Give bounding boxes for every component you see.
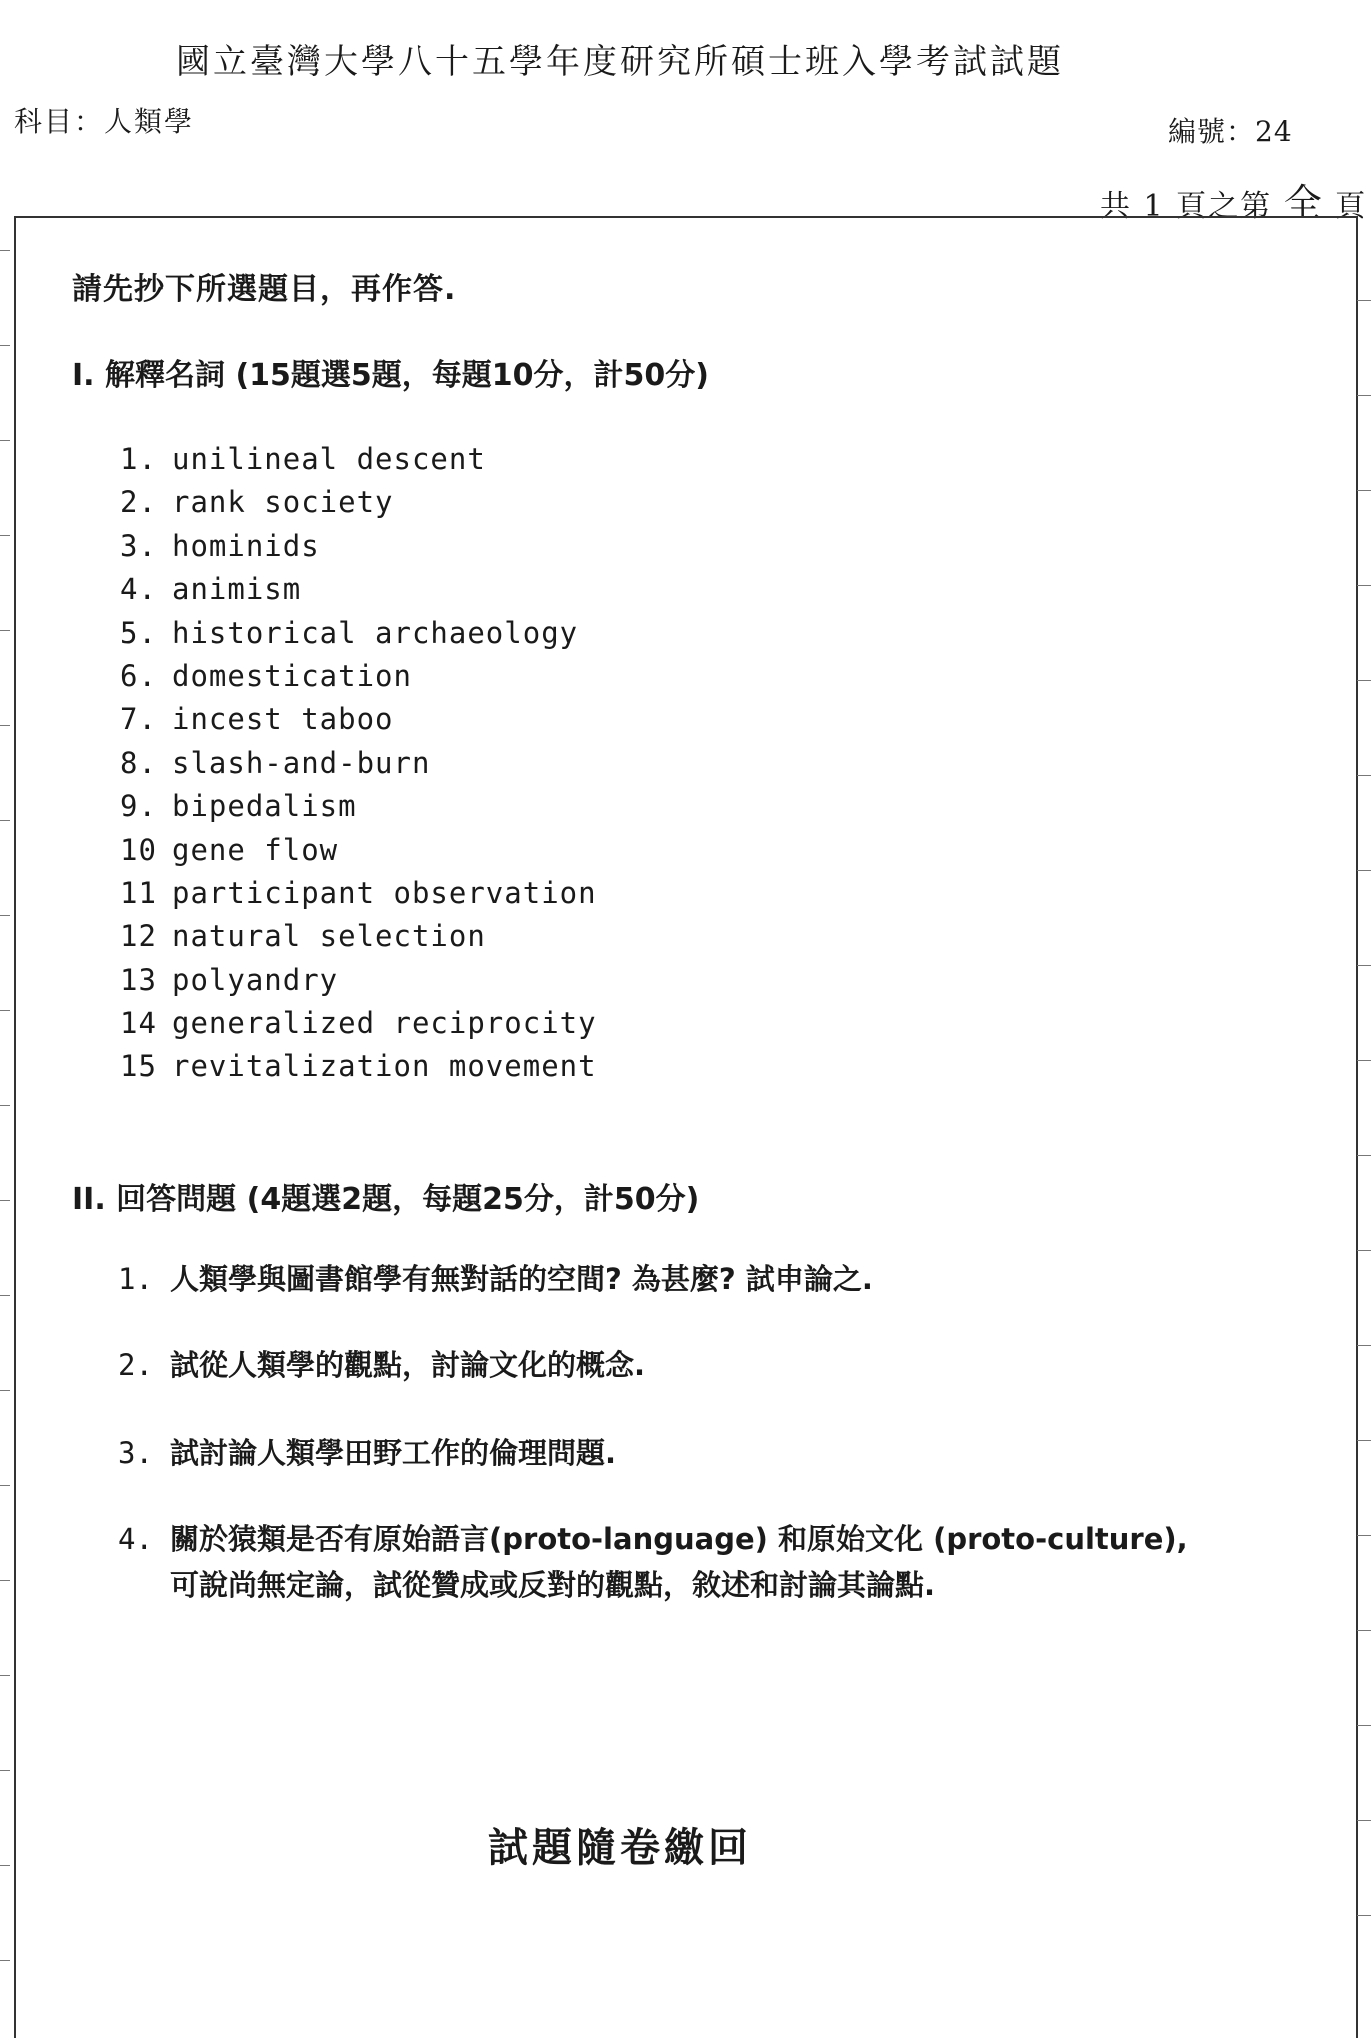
term-text: natural selection (172, 919, 486, 954)
edge-tick (1357, 775, 1371, 776)
term-number: 5. (120, 615, 157, 650)
edge-tick (1357, 965, 1371, 966)
list-item (120, 915, 597, 958)
list-item (120, 829, 597, 872)
question-text: 關於猿類是否有原始語言(proto-language) 和原始文化 (proto-culture), (170, 1522, 1188, 1556)
edge-tick (1357, 490, 1371, 491)
edge-tick (1357, 1440, 1371, 1441)
instruction: 請先抄下所選題目，再作答. (72, 272, 457, 307)
edge-tick (0, 250, 10, 251)
term-number: 8. (120, 745, 157, 780)
term-number: 1. (120, 442, 157, 476)
question-text: 試討論人類學田野工作的倫理問題. (170, 1436, 617, 1470)
edge-tick (1357, 395, 1371, 396)
edge-tick (0, 535, 10, 536)
question-item (118, 1516, 1188, 1608)
edge-tick (0, 1105, 10, 1106)
list-item (120, 1045, 597, 1088)
edge-tick (1357, 680, 1371, 681)
term-text: animism (172, 572, 302, 607)
term-number: 14 (120, 1006, 157, 1041)
question-number: 1. (118, 1262, 153, 1296)
term-text: slash-and-burn (172, 745, 431, 780)
subject-label: 科目：人類學 (14, 105, 195, 138)
question-item (118, 1430, 616, 1476)
term-number: 15 (120, 1049, 157, 1084)
edge-tick (0, 1960, 10, 1961)
edge-tick (1357, 300, 1371, 301)
term-text: incest taboo (172, 702, 394, 737)
section2-heading: II. 回答問題 (4題選2題，每題25分，計50分) (72, 1182, 700, 1217)
term-number: 2. (120, 485, 157, 520)
term-text: participant observation (172, 875, 597, 910)
term-number: 12 (120, 919, 157, 954)
edge-tick (0, 915, 10, 916)
edge-tick (0, 1675, 10, 1676)
question-item (118, 1342, 645, 1388)
term-number: 3. (120, 528, 157, 563)
exam-code: 編號：24 (1168, 115, 1293, 148)
term-number: 10 (120, 832, 157, 867)
list-item (120, 655, 597, 698)
term-number: 4. (120, 572, 157, 607)
edge-tick (1357, 1535, 1371, 1536)
term-text: bipedalism (172, 789, 357, 824)
question-item (118, 1256, 873, 1302)
edge-tick (0, 1390, 10, 1391)
term-text: domestication (172, 658, 412, 693)
list-item (120, 438, 597, 481)
term-list (120, 438, 597, 1089)
list-item (120, 481, 597, 524)
term-text: gene flow (172, 832, 339, 867)
page-handwritten: 全 (1283, 181, 1324, 225)
edge-tick (1357, 1060, 1371, 1061)
edge-tick (0, 440, 10, 441)
list-item (120, 612, 597, 655)
footer-note: 試題隨卷繳回 (488, 1824, 752, 1871)
edge-tick (1357, 870, 1371, 871)
term-text: historical archaeology (172, 615, 579, 650)
question-text: 人類學與圖書館學有無對話的空間? 為甚麼? 試申論之. (170, 1262, 873, 1296)
edge-tick (1357, 1725, 1371, 1726)
edge-tick (1357, 1250, 1371, 1251)
list-item (120, 742, 597, 785)
list-item (120, 568, 597, 611)
list-item (120, 525, 597, 568)
term-text: polyandry (172, 962, 339, 997)
list-item (120, 959, 597, 1002)
edge-tick (0, 820, 10, 821)
list-item (120, 1002, 597, 1045)
term-number: 6. (120, 658, 157, 693)
edge-tick (0, 725, 10, 726)
term-text: generalized reciprocity (172, 1006, 597, 1041)
edge-tick (0, 345, 10, 346)
term-text: unilineal descent (172, 442, 486, 476)
list-item (120, 872, 597, 915)
section1-heading: I. 解釋名詞 (15題選5題，每題10分，計50分) (72, 358, 709, 393)
edge-tick (0, 1485, 10, 1486)
edge-tick (1357, 1345, 1371, 1346)
edge-tick (1357, 1915, 1371, 1916)
exam-title: 國立臺灣大學八十五學年度研究所碩士班入學考試試題 (176, 42, 1064, 82)
edge-tick (0, 1580, 10, 1581)
edge-tick (1357, 1630, 1371, 1631)
term-number: 13 (120, 962, 157, 997)
edge-tick (0, 1770, 10, 1771)
term-text: rank society (172, 485, 394, 520)
edge-tick (0, 1295, 10, 1296)
edge-tick (1357, 585, 1371, 586)
question-text: 試從人類學的觀點，討論文化的概念. (170, 1348, 646, 1382)
term-number: 9. (120, 789, 157, 824)
edge-tick (0, 1010, 10, 1011)
page-prefix: 共 1 頁之第 (1100, 189, 1273, 224)
question-number: 2. (118, 1348, 153, 1382)
question-number: 3. (118, 1436, 153, 1470)
question-text-continued: 可說尚無定論，試從贊成或反對的觀點，敘述和討論其論點. (170, 1568, 936, 1602)
list-item (120, 785, 597, 828)
edge-tick (0, 630, 10, 631)
edge-tick (0, 1865, 10, 1866)
list-item (120, 698, 597, 741)
term-text: revitalization movement (172, 1049, 597, 1084)
term-number: 7. (120, 702, 157, 737)
edge-tick (1357, 1155, 1371, 1156)
question-number: 4. (118, 1522, 153, 1556)
edge-tick (1357, 1820, 1371, 1821)
term-text: hominids (172, 528, 320, 563)
page-suffix: 頁 (1335, 189, 1368, 224)
edge-tick (0, 1200, 10, 1201)
term-number: 11 (120, 875, 157, 910)
